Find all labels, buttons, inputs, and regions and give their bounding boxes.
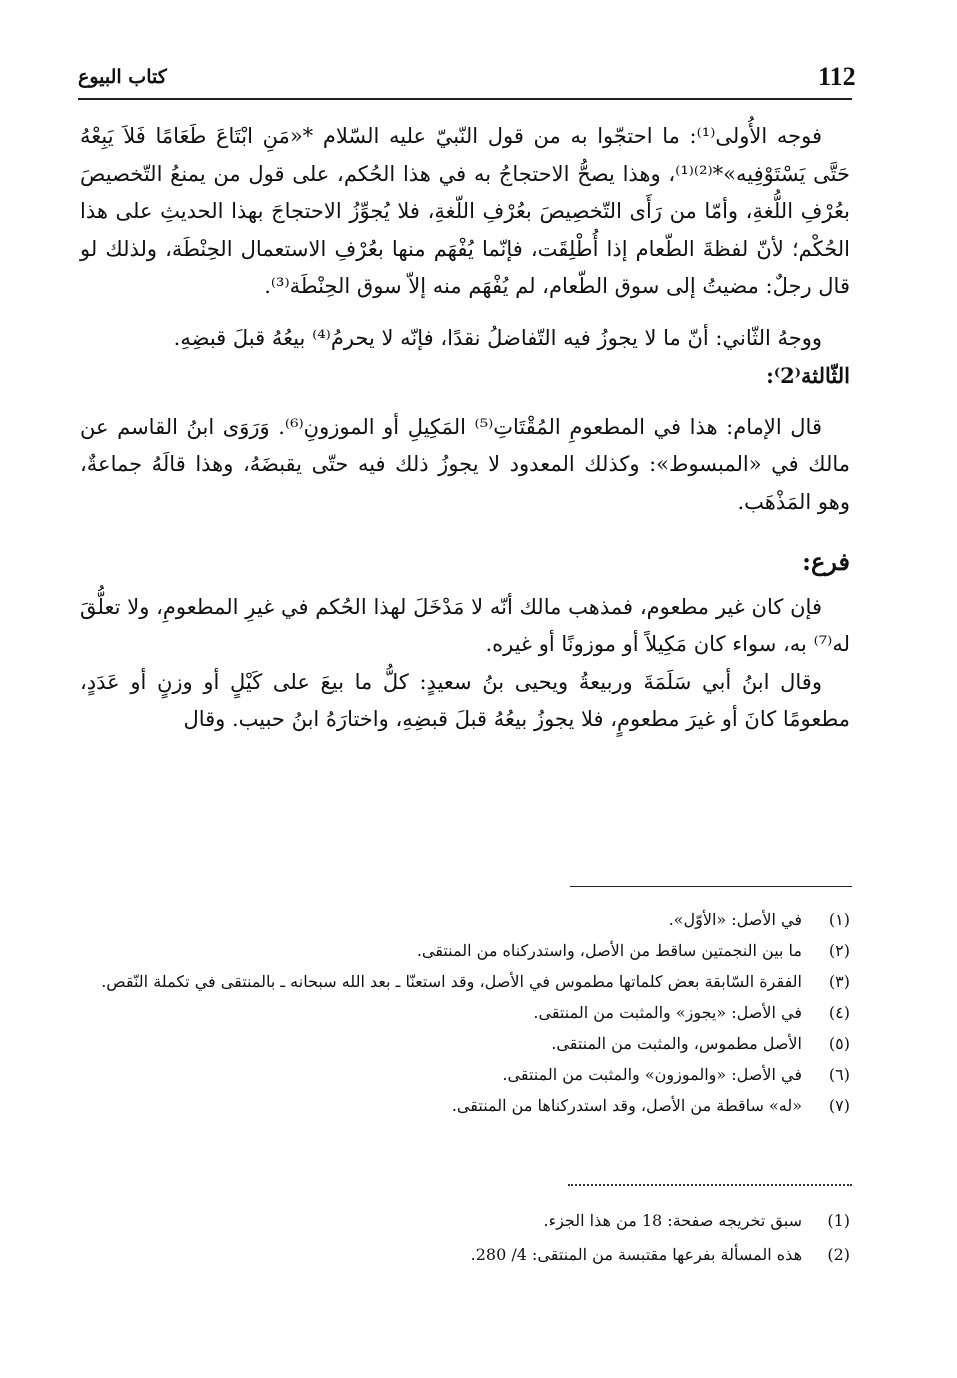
footnote: (٤) في الأصل: «يجوز» والمثبت من المنتقى. — [533, 1003, 850, 1022]
subheading-third: الثّالثة⁽2⁾: — [766, 363, 850, 388]
page-number: 112 — [818, 62, 856, 91]
footnote: (٥) الأصل مطموس، والمثبت من المنتقى. — [551, 1034, 850, 1053]
running-title: كتاب البيوع — [78, 66, 167, 88]
footnote: (١) في الأصل: «الأوّل». — [668, 910, 850, 929]
footnotes — [80, 904, 850, 1121]
editor-note: (1) سبق تخريجه صفحة: 18 من هذا الجزء. — [543, 1211, 850, 1230]
header-rule — [78, 98, 852, 100]
footnote: (٣) الفقرة السّابقة بعض كلماتها مطموس في الأصل، وقد استعنّا ـ بعد الله سبحانه ـ بالمنتقى في تكملة النّقص. — [101, 972, 850, 991]
page-header — [78, 62, 857, 96]
footnote: (٧) «له» ساقطة من الأصل، وقد استدركناها من المنتقى. — [451, 1096, 850, 1115]
footnote: (٢) ما بين النجمتين ساقط من الأصل، واستدركناه من المنتقى. — [416, 941, 850, 960]
paragraph-first-aspect: فوجه الأُولى⁽¹⁾: ما احتجّوا به من قول النّبيّ عليه السّلام *«مَنِ ابْتَاعَ طَعَامًا فَلاَ يَبِعْهُ حَتَّى يَسْتَوْفِيه»*⁽²⁾⁽¹⁾، وهذا يصحُّ الاحتجاجُ به في هذا الحُكم، على قول من يمنعُ التّخصيصَ بعُرْفِ اللُّغةِ، وأمّا من رَأَى التّخصِيصَ بعُرْفِ اللّغةِ، فلا يُجوِّزُ الاحتجاجَ بهذا الحديثِ على هذا الحُكْم؛ لأنّ لفظةَ الطّعام إذا أُطْلِقَت، فإنّما يُفْهَم منها بعُرْفِ الاستعمال الحِنْطَة، ولذلك لو قال رجلٌ: مضيتُ إلى سوق الطّعام، لم يُفْهَم منه إلاّ سوق الحِنْطَة⁽³⁾. — [80, 124, 850, 298]
footnote-rule — [570, 886, 852, 887]
paragraph-imam: قال الإمام: هذا في المطعومِ المُقْتَاتِ⁽⁵⁾ المَكِيلِ أو الموزونِ⁽⁶⁾. وَرَوَى ابنُ القاسم عن مالك في «المبسوط»: وكذلك المعدود لا يجوزُ ذلك فيه حتّى يقبضَهُ، وهذا قالَهُ جماعةٌ، وهو المَذْهَب. — [80, 414, 850, 514]
paragraph-ibn-abi-salama: وقال ابنُ أبي سَلَمَةَ وربيعةُ ويحيى بنُ سعيدٍ: كلُّ ما بيعَ على كَيْلٍ أو وزنٍ أو عَدَدٍ، مطعومًا كانَ أو غيرَ مطعومٍ، فلا يجوزُ بيعُهُ قبلَ قبضِهِ، واختارَهُ ابنُ حبيب. وقال — [80, 669, 850, 731]
paragraph-non-food: فإن كان غير مطعوم، فمذهب مالك أنّه لا مَدْخَلَ لهذا الحُكم في غيرِ المطعومِ، ولا تعلُّقَ له⁽⁷⁾ به، سواء كان مَكِيلاً أو موزونًا أو غيره. — [80, 594, 850, 656]
paragraph-second-aspect: ووجهُ الثّاني: أنّ ما لا يجوزُ فيه التّفاضلُ نقدًا، فإنّه لا يحرمُ⁽⁴⁾ بيعُهُ قبلَ قبضِهِ. — [173, 325, 822, 350]
main-text — [80, 118, 850, 739]
editor-note: (2) هذه المسألة بفرعها مقتبسة من المنتقى: 4/ 280. — [470, 1245, 850, 1264]
footnote: (٦) في الأصل: «والموزون» والمثبت من المنتقى. — [502, 1065, 850, 1084]
section-heading-far: فرع: — [802, 547, 850, 576]
editor-notes-rule — [568, 1184, 852, 1186]
editor-notes — [80, 1204, 850, 1272]
